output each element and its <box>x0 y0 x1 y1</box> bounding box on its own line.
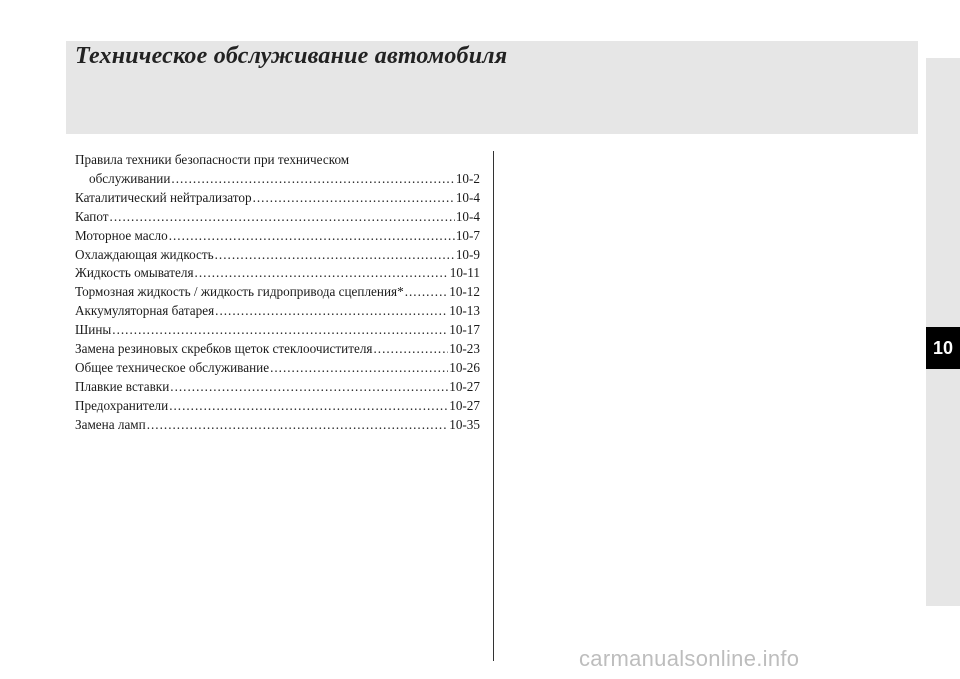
toc-entry-label: Плавкие вставки <box>75 378 170 394</box>
toc-entry[interactable] <box>75 321 480 340</box>
chapter-title: Техническое обслуживание автомобиля <box>75 43 508 69</box>
toc-entry[interactable] <box>75 189 480 208</box>
dot-leader <box>170 378 448 397</box>
toc-entry-label: Замена ламп <box>75 416 146 432</box>
toc-entry-label: Моторное масло <box>75 227 168 243</box>
toc-entry-page: 10-35 <box>449 416 480 432</box>
toc-entry-label: Предохранители <box>75 397 169 413</box>
chapter-tab[interactable]: 10 <box>926 327 960 369</box>
dot-leader <box>195 264 449 283</box>
toc-entry-page: 10-12 <box>449 284 480 300</box>
toc-entry-label: Общее техническое обслуживание <box>75 359 270 375</box>
toc-entry-page: 10-11 <box>449 265 480 281</box>
toc-entry[interactable] <box>75 302 480 321</box>
dot-leader <box>215 302 448 321</box>
toc-entry[interactable] <box>75 264 480 283</box>
toc-entry[interactable] <box>75 359 480 378</box>
toc-entry-page: 10-2 <box>455 170 480 186</box>
toc-entry-page: 10-17 <box>449 322 480 338</box>
toc-entry-label: Шины <box>75 322 112 338</box>
toc-entry-label: Аккумуляторная батарея <box>75 303 215 319</box>
dot-leader <box>110 208 455 227</box>
toc-entry[interactable] <box>75 246 480 265</box>
toc-entry-label: Охлаждающая жидкость <box>75 246 214 262</box>
toc-entry-label: Правила техники безопасности при техническом <box>75 152 350 167</box>
toc-entry[interactable] <box>75 208 480 227</box>
dot-leader <box>169 227 455 246</box>
toc-entry[interactable] <box>75 283 480 302</box>
chapter-header-band <box>66 41 918 134</box>
toc-entry-label: Каталитический нейтрализатор <box>75 189 252 205</box>
dot-leader <box>253 189 455 208</box>
toc-entry-label: Тормозная жидкость / жидкость гидропривода сцепления* <box>75 284 404 300</box>
dot-leader <box>169 397 448 416</box>
toc-entry-page: 10-9 <box>455 246 480 262</box>
toc-entry-label: Капот <box>75 208 109 224</box>
toc-entry-page: 10-7 <box>455 227 480 243</box>
toc-entry[interactable] <box>75 227 480 246</box>
toc-entry-page: 10-23 <box>449 341 480 357</box>
toc-entry-continued[interactable] <box>75 170 480 189</box>
column-divider <box>493 151 494 661</box>
dot-leader <box>270 359 448 378</box>
toc-entry-page: 10-26 <box>449 359 480 375</box>
toc-entry-label: Жидкость омывателя <box>75 265 194 281</box>
dot-leader <box>147 416 449 435</box>
dot-leader <box>171 170 454 189</box>
toc-entry[interactable] <box>75 416 480 435</box>
toc-entry[interactable] <box>75 397 480 416</box>
table-of-contents <box>75 151 480 435</box>
dot-leader <box>215 246 455 265</box>
watermark-text: carmanualsonline.info <box>579 646 800 671</box>
dot-leader <box>112 321 448 340</box>
toc-entry[interactable] <box>75 340 480 359</box>
toc-entry[interactable] <box>75 378 480 397</box>
toc-entry-page: 10-4 <box>455 208 480 224</box>
dot-leader <box>405 283 449 302</box>
toc-entry-page: 10-27 <box>449 378 480 394</box>
toc-entry-page: 10-4 <box>455 189 480 205</box>
toc-entry-label: обслуживании <box>89 170 171 186</box>
toc-entry-page: 10-13 <box>449 303 480 319</box>
toc-entry[interactable] <box>75 151 480 170</box>
dot-leader <box>373 340 448 359</box>
toc-entry-label: Замена резиновых скребков щеток стеклоочистителя <box>75 341 373 357</box>
toc-entry-page: 10-27 <box>449 397 480 413</box>
